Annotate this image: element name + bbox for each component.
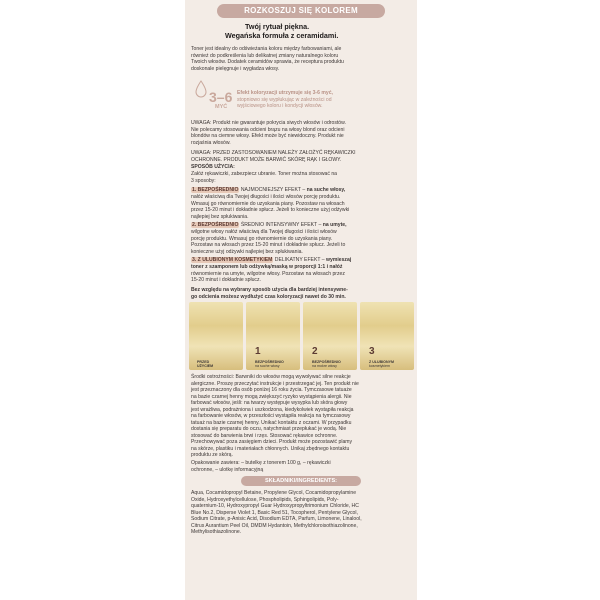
safety-line: stosować do barwienia brwi i rzęs. Stosować rękawice ochronne. (191, 432, 338, 439)
safety-line: alergiczne. Proszę przeczytać instrukcje i przestrzegać jej. Ten produkt nie (191, 380, 359, 387)
swatch-label: BEZPOŚREDNIO na mokre włosy (312, 360, 341, 369)
intro-line: Twoich włosów. Dodatek ceramidów sprawia, że receptura produktu (191, 59, 344, 65)
safety-line: jest wrażliwa, podrażniona i uszkodzona, kiedykolwiek wystąpiła reakcja (191, 406, 354, 413)
gloves-warning-line: UWAGA: PRZED ZASTOSOWANIEM NALEŻY ZAŁOŻYĆ RĘKAWICZKI (191, 150, 356, 156)
wash-unit: MYĆ (215, 104, 228, 110)
packaging-line: Opakowanie zawiera: – butelkę z tonerem 100 g, – rękawiczki (191, 460, 331, 466)
method-1-line: nałóż właściwą dla Twojej długości i ilości włosów porcję produktu. (191, 194, 341, 200)
ingredients-title: SKŁADNIKI/INGREDIENTS: (241, 476, 361, 486)
method-2-line: Pozostaw na włosach przez 15-20 minut i dokładnie spłucz. Jeżeli to (191, 242, 346, 248)
swatch-label: Z ULUBIONYM kosmetykiem (369, 360, 394, 369)
intro-line: doskonale pielęgnuje i wygładza włosy. (191, 65, 280, 72)
method-3-tag: 3. Z ULUBIONYM KOSMETYKIEM (192, 257, 273, 263)
warning-line: rozjaśnia włosów. (191, 139, 231, 146)
method-2-tag: 2. BEZPOŚREDNIO (192, 222, 239, 228)
top-banner: ROZKOSZUJ SIĘ KOLOREM (217, 4, 385, 18)
effect-line: Efekt koloryzacji utrzymuje się 3-6 myć, (237, 90, 333, 96)
heading-line-1: Twój rytuał piękna. (245, 22, 310, 31)
method-3-line: 15-20 minut i dokładnie spłucz. (191, 277, 261, 283)
method-3-head: 3. Z ULUBIONYM KOSMETYKIEM DELIKATNY EFEKT – wymieszaj (192, 257, 352, 263)
gloves-warning-line: OCHRONNE. PRODUKT MOŻE BARWIĆ SKÓRĘ RĄK I GŁOWY. (191, 156, 342, 163)
warning-line: blondów na ciemne włosy. Efekt może być niewidoczny. Produkt nie (191, 133, 344, 139)
intro-line: Toner jest idealny do odświeżania koloru między farbowaniami, ale (191, 46, 342, 52)
note-line: go odcienia możesz wydłużyć czas koloryzacji nawet do 30 min. (191, 293, 346, 300)
safety-line: farbować włosów, jeśli: na twarzy występuje wysypka lub skóra głowy (191, 400, 348, 406)
safety-line: na farbowanie włosów, w przeszłości wystąpiła reakcja na tymczasowy (191, 413, 351, 419)
safety-line: na bazie czarnej henny mogą zwiększyć ryzyko wystąpienia alergii. Nie (191, 393, 352, 400)
warning-line: UWAGA: Produkt nie gwarantuje pokrycia siwych włosów i odrostów. (191, 120, 346, 126)
method-1-line: najlepiej bez spłukiwania. (191, 213, 249, 220)
swatch-label: PRZED UŻYCIEM (197, 360, 214, 369)
method-1-head: 1. BEZPOŚREDNIO NAJMOCNIEJSZY EFEKT – na suche włosy, (192, 187, 346, 193)
method-3-line: równomiernie na umyte, wilgotne włosy. Pozostaw na włosach przez (191, 270, 345, 277)
ingredients-line: Blue No.2, Disperse Violet 1, Basic Red 51, Tocopherol, Pentylene Glycol, (191, 509, 358, 516)
swatch-label: BEZPOŚREDNIO na suche włosy (255, 360, 284, 369)
warning-line: Nie polecamy stosowania odcieni brązu na włosy blond oraz odcieni (191, 126, 345, 133)
packaging-line: ochronne, – ulotkę informacyjną (191, 466, 264, 473)
ingredients-line: Citrus Aurantium Peel Oil, DMDM Hydantoin, Methylchloroisothiazolinone, (191, 522, 358, 529)
intro-line: również do podkreślenia lub delikatnej zmiany naturalnego koloru (191, 52, 339, 59)
ingredients-line: Methylisothiazolinone. (191, 529, 242, 535)
usage-title: SPOSÓB UŻYCIA: (191, 164, 235, 170)
droplet-icon (195, 80, 207, 98)
safety-line: jest przeznaczony dla osób poniżej 16 roku życia. Tymczasowe tatuaże (191, 387, 352, 393)
effect-line: stopniowo się wypłukując w zależności od (237, 96, 332, 103)
method-1-line: Wmasuj go równomiernie do uzyskania piany. Pozostaw na włosach (191, 200, 345, 207)
ingredients-line: Sodium Citrate, p-Anisic Acid, Disodium EDTA, Parfum, Limonene, Linalool, (191, 516, 362, 522)
method-2-head: 2. BEZPOŚREDNIO ŚREDNIO INTENSYWNY EFEKT – na umyte, (192, 222, 347, 228)
usage-intro-line: 3 sposoby: (191, 177, 216, 184)
method-1-tag: 1. BEZPOŚREDNIO (192, 187, 239, 193)
wash-count: 3–6 (209, 89, 233, 105)
method-2-line: wilgotne włosy nałóż właściwą dla Twojej długości i ilości włosów (191, 229, 337, 235)
safety-line: dostania się preparatu do oczu, natychmiast przepłukać je wodą. Nie (191, 426, 347, 432)
usage-intro-line: Załóż rękawiczki, zabezpiecz ubranie. Toner można stosować na (191, 171, 337, 177)
method-2-line: konieczne użyj odżywki najlepiej bez spłukiwania. (191, 248, 303, 255)
swatch-number: 3 (369, 346, 375, 357)
method-1-line: przez 15-20 minut i dokładnie spłucz. Jeżeli to konieczne użyj odżywki (191, 207, 350, 213)
effect-line: wyjściowego koloru i kondycji włosów. (237, 103, 323, 109)
swatch-number: 1 (255, 346, 261, 357)
swatch-number: 2 (312, 346, 318, 357)
heading-line-2: Wegańska formuła z ceramidami. (225, 31, 339, 40)
safety-line: produktu ze skórą. (191, 452, 233, 458)
package-back-panel (185, 0, 417, 600)
method-3-line: toner z szamponem lub odżywką/maską w proporcji 1:1 i nałóż (191, 264, 343, 270)
safety-line: tatuaż na bazie czarnej henny. Unikać kontaktu z oczami. W przypadku (191, 419, 352, 426)
method-2-line: porcję produktu. Wmasuj go równomiernie do uzyskania piany. (191, 235, 333, 242)
safety-line: Przechowywać poza zasięgiem dzieci. Produkt może pozostawić plamy (191, 439, 353, 445)
ingredients-line: quaternium-10, Hydroxypropyl Guar Hydroxypropyltrimonium Chloride, HC (191, 503, 359, 509)
safety-line: Środki ostrożności: Barwniki do włosów mogą wywoływać silne reakcje (191, 374, 351, 380)
ingredients-line: Aqua, Cocamidopropyl Betaine, Propylene Glycol, Cocamidopropylamine (191, 490, 357, 496)
ingredients-line: Oxide, Hydroxyethylcellulose, Phospholipids, Sphingolipids, Poly- (191, 496, 339, 503)
safety-line: na skórze, plastiku i materiałach chłonnych. Unikaj zbędnego kontaktu (191, 445, 350, 452)
note-line: Bez względu na wybrany sposób użycia dla bardziej intensywne- (191, 287, 348, 293)
